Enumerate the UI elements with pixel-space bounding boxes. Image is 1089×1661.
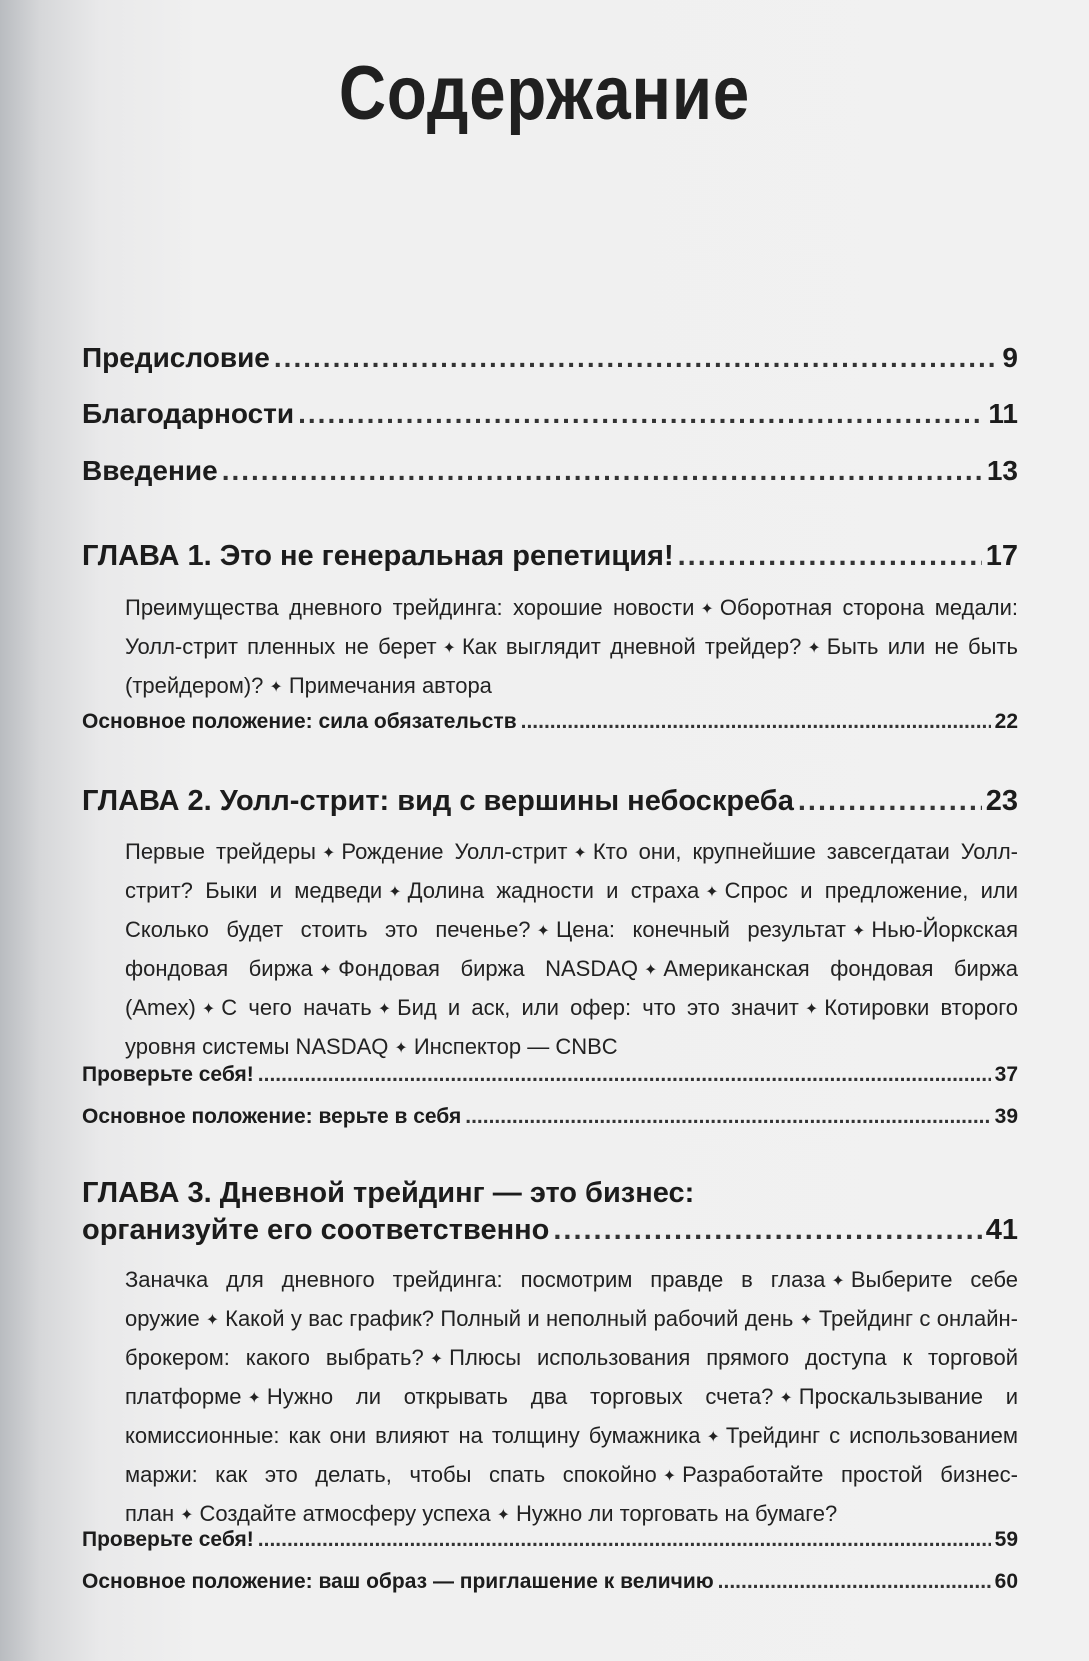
four-point-star-icon: ✦ xyxy=(706,1429,720,1446)
topic: Быть или не быть (трейдером)? xyxy=(125,634,1018,698)
four-point-star-icon: ✦ xyxy=(851,923,866,940)
toc-section xyxy=(82,1570,1018,1594)
four-point-star-icon: ✦ xyxy=(573,845,587,862)
page-number: 22 xyxy=(994,710,1018,733)
page-number: 23 xyxy=(985,785,1018,817)
topic: Спрос и предложение, или Сколько будет стоить это печенье? xyxy=(125,878,1019,942)
topic: Американская фондовая биржа (Amex) xyxy=(125,956,1019,1020)
entry-label: Введение xyxy=(82,455,218,486)
leader-dots xyxy=(258,1528,991,1552)
chapter-1-topics xyxy=(125,590,1018,707)
page-number: 39 xyxy=(994,1105,1018,1128)
leader-dots xyxy=(274,342,999,374)
section-label: Основное положение: ваш образ — приглашение к величию xyxy=(82,1570,714,1593)
topic: Проскальзывание и комиссионные: как они влияют на толщину бумажника xyxy=(125,1384,1019,1448)
topic: Заначка для дневного трейдинга: посмотрим правде в глаза xyxy=(125,1267,826,1292)
leader-dots xyxy=(521,710,991,734)
toc-entry-preface xyxy=(82,342,1018,374)
toc-section xyxy=(82,710,1018,734)
topic: Плюсы использования прямого доступа к торговой платформе xyxy=(125,1345,1018,1409)
four-point-star-icon: ✦ xyxy=(377,1001,392,1018)
page-number: 60 xyxy=(994,1570,1018,1593)
four-point-star-icon: ✦ xyxy=(536,923,550,940)
topic: Создайте атмосферу успеха xyxy=(199,1501,491,1526)
chapter-2-topics xyxy=(125,834,1018,1068)
topic: Трейдинг с онлайн-брокером: какого выбрать? xyxy=(125,1306,1018,1370)
leader-dots xyxy=(298,398,984,430)
page-number: 59 xyxy=(994,1528,1018,1551)
section-label: Основное положение: верьте в себя xyxy=(82,1105,462,1128)
topic: Кто они, крупнейшие завсегдатаи Уолл-стрит? Быки и медведи xyxy=(125,839,1018,903)
chapter-title: ГЛАВА 2. Уолл-стрит: вид с вершины небоскреба xyxy=(82,785,794,817)
four-point-star-icon: ✦ xyxy=(799,1312,813,1329)
section-label: Основное положение: сила обязательств xyxy=(82,710,517,733)
topic: Преимущества дневного трейдинга: хорошие новости xyxy=(125,595,695,620)
topic: Рождение Уолл-стрит xyxy=(341,839,568,864)
section-label: Проверьте себя! xyxy=(82,1528,254,1551)
topic: Фондовая биржа NASDAQ xyxy=(338,956,638,981)
toc-section xyxy=(82,1063,1018,1087)
four-point-star-icon: ✦ xyxy=(180,1507,194,1524)
four-point-star-icon: ✦ xyxy=(388,884,402,901)
four-point-star-icon: ✦ xyxy=(831,1273,845,1290)
topic: Нью-Йоркская фондовая биржа xyxy=(125,917,1018,981)
chapter-1-heading xyxy=(82,540,1018,573)
leader-dots xyxy=(465,1105,990,1129)
page-number: 41 xyxy=(985,1214,1018,1246)
topic: С чего начать xyxy=(221,995,372,1020)
four-point-star-icon: ✦ xyxy=(644,962,658,979)
chapter-title: организуйте его соответственно xyxy=(82,1214,550,1246)
topic: Выберите себе оружие xyxy=(125,1267,1018,1331)
page-number: 9 xyxy=(1002,342,1018,373)
page-number: 11 xyxy=(988,398,1018,429)
chapter-3-topics xyxy=(125,1262,1018,1535)
four-point-star-icon: ✦ xyxy=(269,679,283,696)
toc-section xyxy=(82,1528,1018,1552)
leader-dots xyxy=(718,1570,991,1594)
four-point-star-icon: ✦ xyxy=(700,601,714,618)
four-point-star-icon: ✦ xyxy=(247,1390,261,1407)
topic: Какой у вас график? Полный и неполный рабочий день xyxy=(225,1306,794,1331)
chapter-3-heading-line1: ГЛАВА 3. Дневной трейдинг — это бизнес: xyxy=(82,1177,695,1209)
four-point-star-icon: ✦ xyxy=(321,845,336,862)
chapter-3-heading xyxy=(82,1214,1018,1247)
topic: Разработайте простой бизнес-план xyxy=(125,1462,1018,1526)
page-number: 13 xyxy=(986,455,1018,486)
four-point-star-icon: ✦ xyxy=(318,962,333,979)
topic: Бид и аск, или офер: что это значит xyxy=(397,995,799,1020)
four-point-star-icon: ✦ xyxy=(807,640,821,657)
entry-label: Предисловие xyxy=(82,342,270,373)
section-label: Проверьте себя! xyxy=(82,1063,254,1086)
chapter-title: ГЛАВА 1. Это не генеральная репетиция! xyxy=(82,540,674,572)
four-point-star-icon: ✦ xyxy=(779,1390,793,1407)
leader-dots xyxy=(222,455,983,487)
topic: Примечания автора xyxy=(288,673,492,698)
topic: Оборотная сторона медали: Уолл-стрит пленных не берет xyxy=(125,595,1018,659)
topic: Нужно ли открывать два торговых счета? xyxy=(266,1384,774,1409)
topic: Цена: конечный результат xyxy=(555,917,846,942)
topic: Как выглядит дневной трейдер? xyxy=(461,634,802,659)
chapter-2-heading xyxy=(82,785,1018,818)
entry-label: Благодарности xyxy=(82,398,295,429)
page-title: Содержание xyxy=(338,51,751,136)
topic: Котировки второго уровня системы NASDAQ xyxy=(125,995,1018,1059)
topic: Нужно ли торговать на бумаге? xyxy=(516,1501,838,1526)
toc-entry-acknowledgements xyxy=(82,398,1018,430)
leader-dots xyxy=(678,540,982,573)
leader-dots xyxy=(553,1214,981,1247)
four-point-star-icon: ✦ xyxy=(662,1468,677,1485)
four-point-star-icon: ✦ xyxy=(442,640,456,657)
topic: Инспектор — CNBC xyxy=(413,1034,618,1059)
four-point-star-icon: ✦ xyxy=(496,1507,511,1524)
topic: Первые трейдеры xyxy=(125,839,316,864)
four-point-star-icon: ✦ xyxy=(394,1040,408,1057)
toc-section xyxy=(82,1105,1018,1129)
four-point-star-icon: ✦ xyxy=(429,1351,444,1368)
toc-entry-introduction xyxy=(82,455,1018,487)
page-number: 37 xyxy=(994,1063,1018,1086)
topic: Трейдинг с использованием маржи: как это делать, чтобы спать спокойно xyxy=(125,1423,1018,1487)
leader-dots xyxy=(258,1063,991,1087)
page-number: 17 xyxy=(985,540,1018,572)
four-point-star-icon: ✦ xyxy=(705,884,719,901)
four-point-star-icon: ✦ xyxy=(205,1312,220,1329)
leader-dots xyxy=(798,785,982,818)
topic: Долина жадности и страха xyxy=(407,878,700,903)
four-point-star-icon: ✦ xyxy=(804,1001,819,1018)
four-point-star-icon: ✦ xyxy=(201,1001,216,1018)
